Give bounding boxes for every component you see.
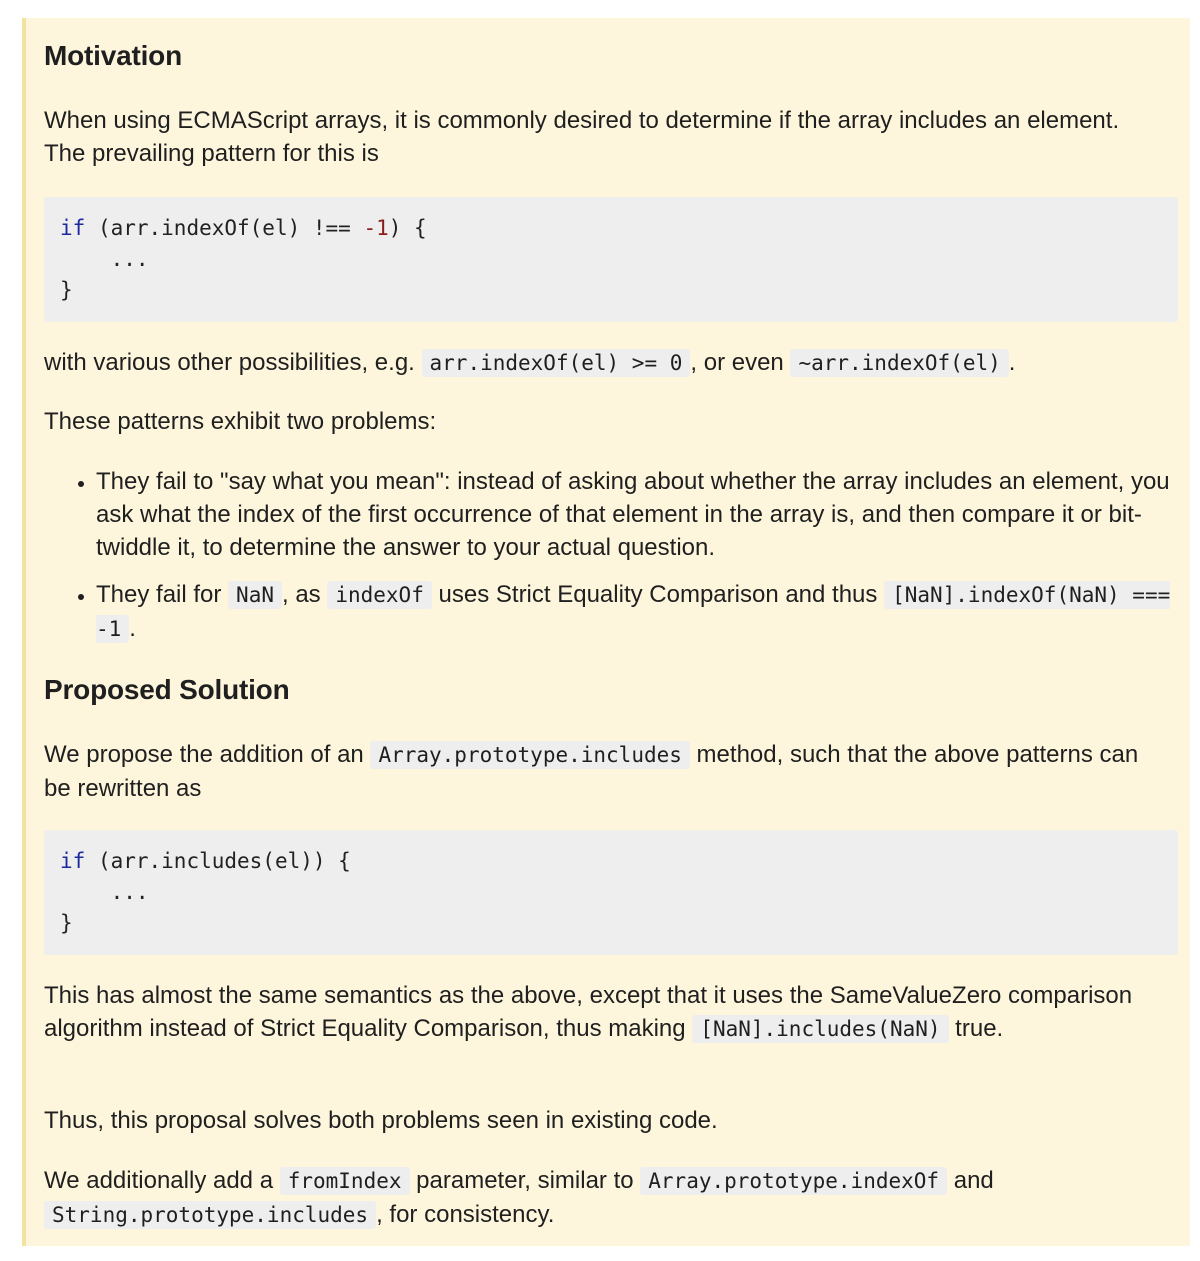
problem-2-suffix: .: [129, 615, 136, 642]
code-text: (arr.includes(el)) {: [85, 849, 351, 873]
list-item: [96, 465, 1174, 564]
code-block-indexof: [44, 197, 1178, 322]
solution-intro-prefix: We propose the addition of an: [44, 741, 371, 768]
inline-code: Array.prototype.indexOf: [640, 1167, 947, 1195]
fromindex-prefix: We additionally add a: [44, 1167, 280, 1194]
possibilities-prefix: with various other possibilities, e.g.: [44, 349, 422, 376]
solution-intro: [44, 738, 1144, 805]
semantics-paragraph: [44, 979, 1164, 1046]
problems-list: [44, 465, 1174, 660]
code-keyword-if: if: [60, 849, 86, 873]
motivation-intro: [44, 104, 1154, 170]
code-ellipsis: ...: [60, 247, 149, 271]
code-text: (arr.indexOf(el) !==: [85, 216, 364, 240]
possibilities-mid: , or even: [690, 349, 791, 376]
problem-2-prefix: They fail for: [96, 581, 229, 608]
problem-2-mid: , as: [281, 581, 328, 608]
inline-code: String.prototype.includes: [44, 1201, 376, 1229]
fromindex-mid: and: [947, 1167, 994, 1194]
inline-code: Array.prototype.includes: [370, 741, 689, 769]
inline-code: [NaN].indexOf(NaN) === -1: [96, 583, 1171, 641]
motivation-heading: Motivation: [44, 40, 182, 71]
fromindex-paragraph: [44, 1164, 1134, 1232]
solution-heading: Proposed Solution: [44, 674, 290, 705]
inline-code: NaN: [228, 581, 282, 609]
proposal-panel: [22, 18, 1190, 1246]
inline-code: [NaN].includes(NaN): [692, 1015, 948, 1043]
code-closing-brace: }: [60, 278, 73, 302]
fromindex-mid: parameter, similar to: [409, 1167, 641, 1194]
code-number: -1: [363, 216, 389, 240]
inline-code: arr.indexOf(el) >= 0: [422, 349, 691, 377]
motivation-intro-text: When using ECMAScript arrays, it is commonly desired to determine if the array includes an element. The prevailing pattern for this is: [44, 107, 1120, 167]
fromindex-suffix: , for consistency.: [376, 1201, 555, 1228]
problem-1-text: They fail to "say what you mean": instead of asking about whether the array includes an element, you ask what the index of the first occurrence of that element in the array is, and then compare it or bit-twiddle it, to determine the answer to your actual question.: [96, 468, 1170, 561]
inline-code: ~arr.indexOf(el): [790, 349, 1008, 377]
solves-paragraph: Thus, this proposal solves both problems seen in existing code.: [44, 1107, 718, 1134]
inline-code: indexOf: [327, 581, 432, 609]
code-keyword-if: if: [60, 216, 86, 240]
solution-intro-suffix: method, such that the above patterns can be rewritten as: [44, 741, 1139, 802]
code-text: ) {: [388, 216, 427, 240]
possibilities-paragraph: [44, 346, 1174, 380]
possibilities-suffix: .: [1008, 349, 1016, 376]
inline-code: fromIndex: [280, 1167, 410, 1195]
code-ellipsis: ...: [60, 880, 149, 904]
problems-intro: These patterns exhibit two problems:: [44, 408, 437, 435]
code-closing-brace: }: [60, 911, 73, 935]
code-block-includes: [44, 830, 1178, 955]
semantics-suffix: true.: [948, 1015, 1004, 1042]
problem-2-mid: uses Strict Equality Comparison and thus: [431, 581, 885, 608]
list-item: [96, 578, 1174, 646]
semantics-prefix: This has almost the same semantics as the above, except that it uses the SameValueZero comparison algorithm instead of Strict Equality Comparison, thus making: [44, 982, 1133, 1042]
